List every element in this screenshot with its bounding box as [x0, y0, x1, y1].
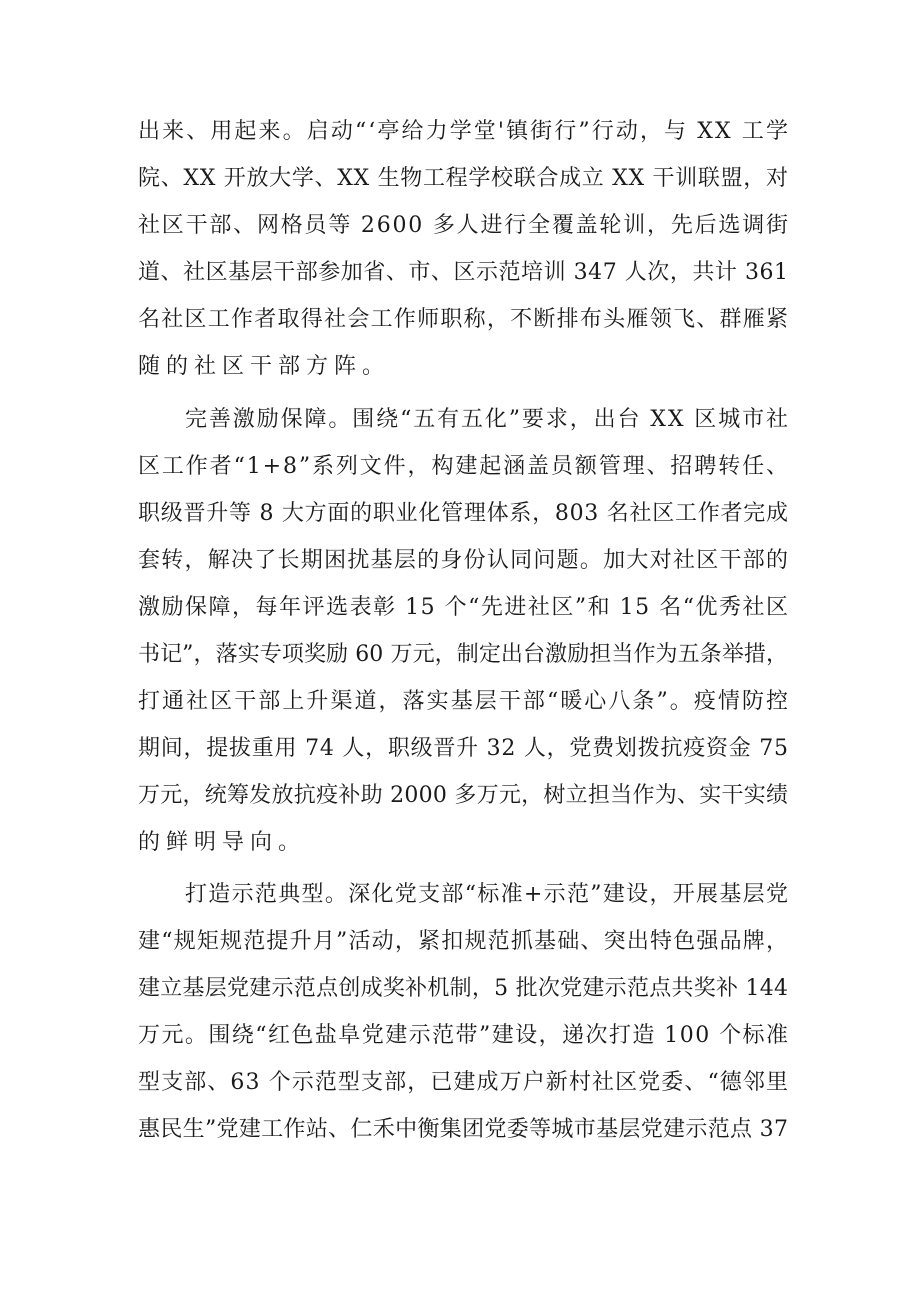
text-line: 区工作者“1+8”系列文件，构建起涵盖员额管理、招聘转任、 [138, 454, 790, 479]
text-line: 道、社区基层干部参加省、市、区示范培训 347 人次，共计 361 [138, 260, 789, 285]
text-line: 套转，解决了长期困扰基层的身份认同问题。加大对社区干部的 [138, 548, 790, 573]
text-line: 期间，提拔重用 74 人，职级晋升 32 人，党费划拨抗疫资金 75 [138, 736, 789, 761]
text-line: 惠民生”党建工作站、仁禾中衡集团党委等城市基层党建示范点 37 [138, 1117, 789, 1142]
text-line: 书记”，落实专项奖励 60 万元，制定出台激励担当作为五条举措， [138, 642, 789, 667]
text-line: 建“规矩规范提升月”活动，紧扣规范抓基础、突出特色强品牌， [138, 929, 790, 954]
paragraph-first-line: 完善激励保障。围绕“五有五化”要求，出台 XX 区城市社 [185, 407, 790, 432]
text-line: 名社区工作者取得社会工作师职称，不断排布头雁领飞、群雁紧 [138, 307, 790, 332]
text-line: 激励保障，每年评选表彰 15 个“先进社区”和 15 名“优秀社区 [138, 595, 790, 620]
text-line: 打通社区干部上升渠道，落实基层干部“暖心八条”。疫情防控 [138, 689, 791, 714]
text-line: 出来、用起来。启动“‘亭给力学堂'镇街行”行动，与 XX 工学 [138, 119, 791, 144]
text-line: 的鲜明导向。 [138, 830, 307, 855]
text-line: 型支部、63 个示范型支部，已建成万户新村社区党委、“德邻里 [138, 1070, 790, 1095]
text-line: 职级晋升等 8 大方面的职业化管理体系，803 名社区工作者完成 [138, 501, 789, 526]
text-line: 万元。围绕“红色盐阜党建示范带”建设，递次打造 100 个标准 [138, 1023, 790, 1048]
text-line: 建立基层党建示范点创成奖补机制，5 批次党建示范点共奖补 144 [138, 976, 789, 1001]
text-line: 随的社区干部方阵。 [138, 354, 391, 379]
text-line: 院、XX 开放大学、XX 生物工程学校联合成立 XX 干训联盟，对 [138, 166, 789, 191]
text-line: 万元，统筹发放抗疫补助 2000 多万元，树立担当作为、实干实绩 [138, 783, 789, 808]
paragraph-first-line: 打造示范典型。深化党支部“标准+示范”建设，开展基层党 [185, 882, 790, 907]
text-line: 社区干部、网格员等 2600 多人进行全覆盖轮训，先后选调街 [138, 213, 790, 238]
